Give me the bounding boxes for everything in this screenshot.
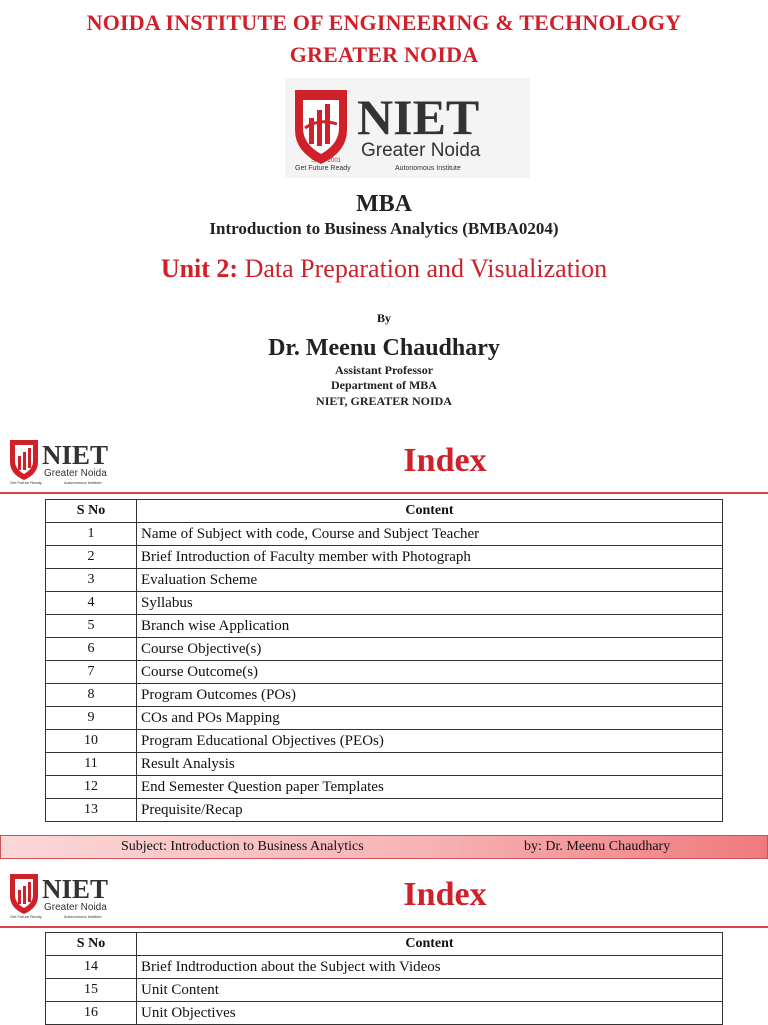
row-number: 3 [46,569,137,592]
table-row [46,979,723,1002]
column-header-content: Content [137,500,723,523]
niet-logo-small [8,870,130,920]
index-slide-1 [0,420,768,860]
index-title: Index [403,442,487,479]
subject-name: Introduction to Business Analytics (BMBA0204) [209,219,559,238]
unit-title: Data Preparation and Visualization [238,254,608,283]
row-number: 4 [46,592,137,615]
logo-greater-noida-text: Greater Noida [361,140,481,161]
table-row [46,776,723,799]
row-number: 16 [46,1002,137,1025]
logo-motto-text: Get Future Ready [295,165,351,172]
logo-tag-text: Autonomous Institute [64,480,102,485]
index-title: Index [403,876,487,913]
author-department: Department of MBA [331,378,437,392]
row-content: Branch wise Application [137,615,723,638]
table-row [46,956,723,979]
row-content: Brief Indtroduction about the Subject with Videos [137,956,723,979]
row-content: Prequisite/Recap [137,799,723,822]
institute-city: GREATER NOIDA [289,42,479,67]
logo-motto-text: Get Future Ready [10,480,42,485]
table-row [46,1002,723,1025]
table-row [46,592,723,615]
author-institution: NIET, GREATER NOIDA [316,394,452,408]
logo-niet-text: NIET [357,89,480,145]
index-table [45,499,723,822]
footer-subject: Subject: Introduction to Business Analytics [121,839,364,854]
row-number: 5 [46,615,137,638]
niet-logo [285,78,530,178]
row-content: Unit Content [137,979,723,1002]
column-header-sno: S No [46,933,137,956]
table-row [46,523,723,546]
by-label: By [376,311,391,325]
logo-greater-noida-text: Greater Noida [44,468,107,479]
table-row [46,707,723,730]
row-number: 13 [46,799,137,822]
author-name: Dr. Meenu Chaudhary [268,335,500,361]
logo-niet-text: NIET [42,440,109,470]
row-content: Syllabus [137,592,723,615]
row-content: Unit Objectives [137,1002,723,1025]
divider [0,926,768,928]
logo-niet-text: NIET [42,874,109,904]
row-number: 15 [46,979,137,1002]
row-content: Program Educational Objectives (PEOs) [137,730,723,753]
table-row [46,799,723,822]
niet-emblem-icon [10,874,38,914]
row-content: Brief Introduction of Faculty member with Photograph [137,546,723,569]
row-number: 9 [46,707,137,730]
row-number: 14 [46,956,137,979]
niet-emblem-icon [10,440,38,480]
table-row [46,638,723,661]
table-row [46,753,723,776]
unit-label: Unit 2: [160,254,239,283]
table-row [46,684,723,707]
row-content: End Semester Question paper Templates [137,776,723,799]
divider [0,492,768,494]
logo-since-text: Since 2001 [311,158,342,164]
unit-heading [0,254,768,284]
row-content: Course Outcome(s) [137,661,723,684]
row-number: 6 [46,638,137,661]
row-content: Course Objective(s) [137,638,723,661]
niet-logo-small [8,436,130,486]
institute-name: NOIDA INSTITUTE OF ENGINEERING & TECHNOLOGY [86,10,682,35]
column-header-sno: S No [46,500,137,523]
slide-footer [0,835,768,859]
row-number: 8 [46,684,137,707]
logo-tag-text: Autonomous Institute [395,165,461,172]
row-content: Name of Subject with code, Course and Subject Teacher [137,523,723,546]
logo-motto-text: Get Future Ready [10,914,42,919]
table-row [46,546,723,569]
title-slide [0,0,768,420]
program-name: MBA [356,191,412,217]
footer-author: by: Dr. Meenu Chaudhary [524,839,671,854]
row-number: 7 [46,661,137,684]
index-slide-2 [0,860,768,1024]
index-table [45,932,723,1025]
row-number: 1 [46,523,137,546]
table-row [46,615,723,638]
row-number: 12 [46,776,137,799]
table-row [46,730,723,753]
row-content: COs and POs Mapping [137,707,723,730]
row-content: Result Analysis [137,753,723,776]
row-content: Evaluation Scheme [137,569,723,592]
row-number: 2 [46,546,137,569]
row-content: Program Outcomes (POs) [137,684,723,707]
author-designation: Assistant Professor [334,363,434,377]
column-header-content: Content [137,933,723,956]
logo-greater-noida-text: Greater Noida [44,902,107,913]
table-row [46,661,723,684]
table-row [46,569,723,592]
row-number: 11 [46,753,137,776]
row-number: 10 [46,730,137,753]
logo-tag-text: Autonomous Institute [64,914,102,919]
